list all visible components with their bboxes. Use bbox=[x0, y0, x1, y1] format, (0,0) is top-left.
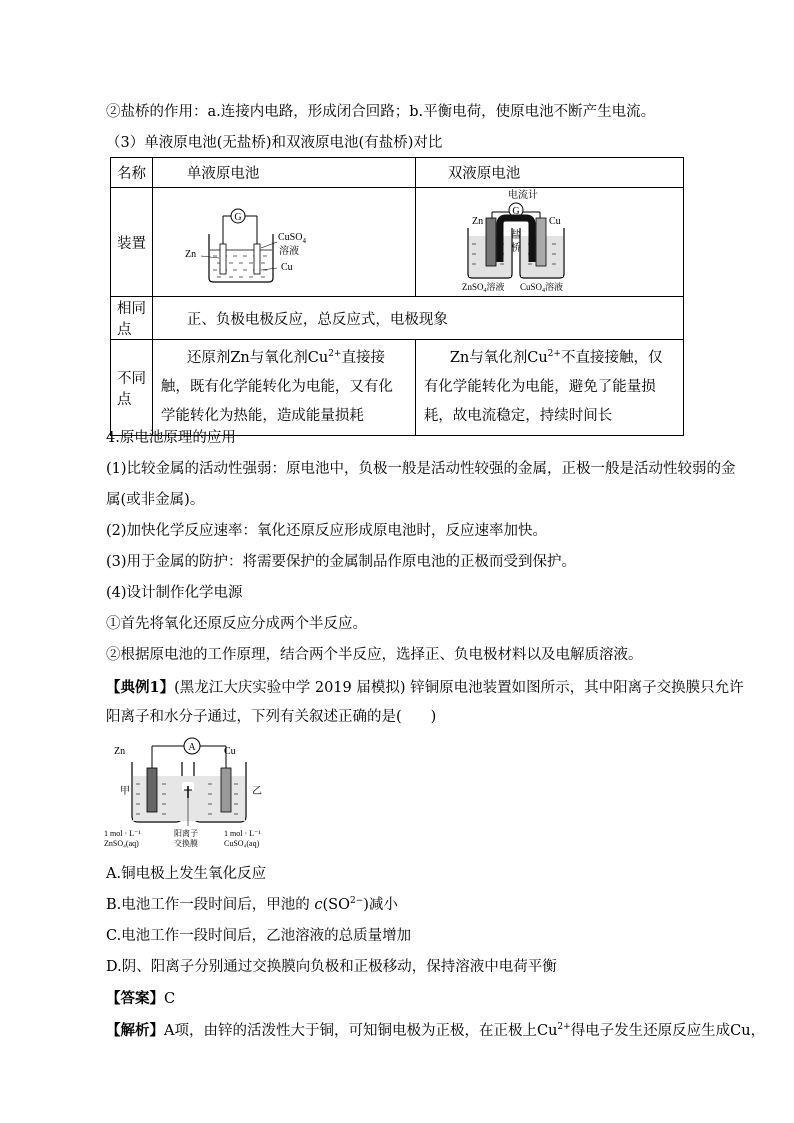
answer-line bbox=[106, 989, 175, 1009]
section4-p4: (4)设计制作化学电源 bbox=[106, 585, 243, 601]
membrane-label-1: 阳离子 bbox=[174, 829, 198, 838]
table-row-diff bbox=[111, 340, 684, 436]
comparison-title: （3）单液原电池(无盐桥)和双液原电池(有盐桥)对比 bbox=[106, 135, 443, 151]
single-cell-figure bbox=[152, 188, 415, 297]
salt-bridge-paragraph: ②盐桥的作用：a.连接内电路，形成闭合回路；b.平衡电荷，使原电池不断产生电流。 bbox=[106, 104, 656, 120]
zn-label: Zn bbox=[471, 216, 483, 227]
cu-label: Cu bbox=[224, 746, 236, 757]
salt-bridge-label-2: 桥 bbox=[510, 243, 521, 254]
cuso4-subscript: 4 bbox=[302, 237, 306, 245]
left-solution: ZnSO₄(aq) bbox=[104, 839, 139, 848]
jia-label: 甲 bbox=[120, 786, 130, 797]
cuso4-label: CuSO bbox=[277, 232, 303, 243]
zn-electrode bbox=[220, 244, 226, 274]
answer-tag: 【答案】 bbox=[106, 990, 164, 1007]
galvanometer-symbol: G bbox=[512, 206, 520, 217]
header-name: 名称 bbox=[111, 158, 153, 188]
salt-bridge-label-1: 盐 bbox=[510, 230, 521, 241]
ammeter-label: A bbox=[188, 742, 196, 753]
cu-electrode bbox=[221, 768, 231, 812]
cuso4-label: CuSO bbox=[519, 282, 542, 292]
galvanometer-label: G bbox=[234, 212, 242, 223]
analysis-line: 【解析】A项，由锌的活泼性大于铜，可知铜电极为正极，在正极上$Cu^{2+}$得电子发生还原反应生成Cu， bbox=[106, 1022, 766, 1039]
answer-value: C bbox=[164, 991, 176, 1007]
cu-electrode bbox=[536, 218, 546, 266]
option-d: D.阴、阳离子分别通过交换膜向负极和正极移动，保持溶液中电荷平衡 bbox=[106, 959, 557, 975]
section4-p3: (3)用于金属的防护：将需要保护的金属制品作原电池的正极而受到保护。 bbox=[106, 554, 577, 570]
double-cell-figure bbox=[415, 188, 683, 297]
row-label-same: 相同点 bbox=[111, 297, 153, 340]
row-label-device: 装置 bbox=[111, 188, 153, 297]
section4-title: 4.原电池原理的应用 bbox=[106, 430, 236, 446]
section4-p4a: ①首先将氧化还原反应分成两个半反应。 bbox=[106, 616, 367, 632]
single-cell-diagram bbox=[153, 188, 401, 292]
table-row-same bbox=[111, 297, 684, 340]
option-a: A.铜电极上发生氧化反应 bbox=[106, 866, 267, 882]
section4-p4b: ②根据原电池的工作原理，结合两个半反应，选择正、负电极材料以及电解质溶液。 bbox=[106, 647, 643, 663]
option-b: B.电池工作一段时间后，甲池的 $c(SO^{2-})$减小 bbox=[106, 896, 398, 913]
table-header-row bbox=[111, 158, 684, 188]
znso4-label: ZnSO bbox=[461, 282, 484, 292]
membrane-label-2: 交换膜 bbox=[174, 839, 198, 848]
zn-electrode bbox=[486, 218, 496, 266]
svg-text:CuSO4溶液: CuSO$_4$溶液 bbox=[519, 282, 563, 292]
right-solution: CuSO₄(aq) bbox=[224, 839, 260, 848]
solution-label: 溶液 bbox=[278, 246, 299, 257]
analysis-tag: 【解析】 bbox=[106, 1022, 164, 1039]
header-double: 双液原电池 bbox=[415, 158, 683, 188]
option-c: C.电池工作一段时间后，乙池溶液的总质量增加 bbox=[106, 928, 412, 944]
table-row-device bbox=[111, 188, 684, 297]
zn-label: Zn bbox=[114, 746, 126, 757]
zn-cu-cell-figure bbox=[104, 732, 284, 858]
cu-label: Cu bbox=[548, 216, 561, 227]
comparison-table bbox=[110, 157, 684, 436]
double-cell-diagram bbox=[416, 188, 670, 292]
header-single: 单液原电池 bbox=[152, 158, 415, 188]
row-label-diff: 不同点 bbox=[111, 340, 153, 436]
diff-double: Zn与氧化剂$Cu^{2+}$不直接接触，仅有化学能转化为电能，避免了能量损耗，故电流稳定，持续时间长 bbox=[415, 340, 683, 436]
yi-label: 乙 bbox=[252, 786, 262, 797]
cu-electrode bbox=[254, 244, 260, 274]
same-text: 正、负极电极反应，总反应式，电极现象 bbox=[152, 297, 683, 340]
svg-text:CuSO4 bbox=[278, 232, 306, 245]
example-tag: 【典例1】 bbox=[106, 679, 175, 696]
section4-p1b: 属(或非金属)。 bbox=[106, 492, 205, 508]
example-line-1: 【典例1】(黑龙江大庆实验中学 2019 届模拟) 锌铜原电池装置如图所示，其中阳离子交换膜只允许 bbox=[106, 679, 744, 696]
zn-label: Zn bbox=[184, 249, 196, 260]
svg-text:ZnSO4溶液: ZnSO$_4$溶液 bbox=[461, 282, 505, 292]
section4-p2: (2)加快化学反应速率：氧化还原反应形成原电池时，反应速率加快。 bbox=[106, 523, 548, 539]
zn-electrode bbox=[147, 768, 157, 812]
section4-p1a: (1)比较金属的活动性强弱：原电池中，负极一般是活动性较强的金属，正极一般是活动性较弱的金 bbox=[106, 461, 736, 477]
right-concentration: 1 mol · L⁻¹ bbox=[224, 829, 261, 838]
left-concentration: 1 mol · L⁻¹ bbox=[104, 829, 141, 838]
example-line-2: 阳离子和水分子通过，下列有关叙述正确的是( ) bbox=[106, 709, 437, 725]
diff-single: 还原剂Zn与氧化剂$Cu^{2+}$直接接触，既有化学能转化为电能，又有化学能转化为热能，造成能量损耗 bbox=[152, 340, 415, 436]
galvanometer-caption: 电流计 bbox=[507, 190, 538, 201]
cu-label: Cu bbox=[280, 262, 293, 273]
